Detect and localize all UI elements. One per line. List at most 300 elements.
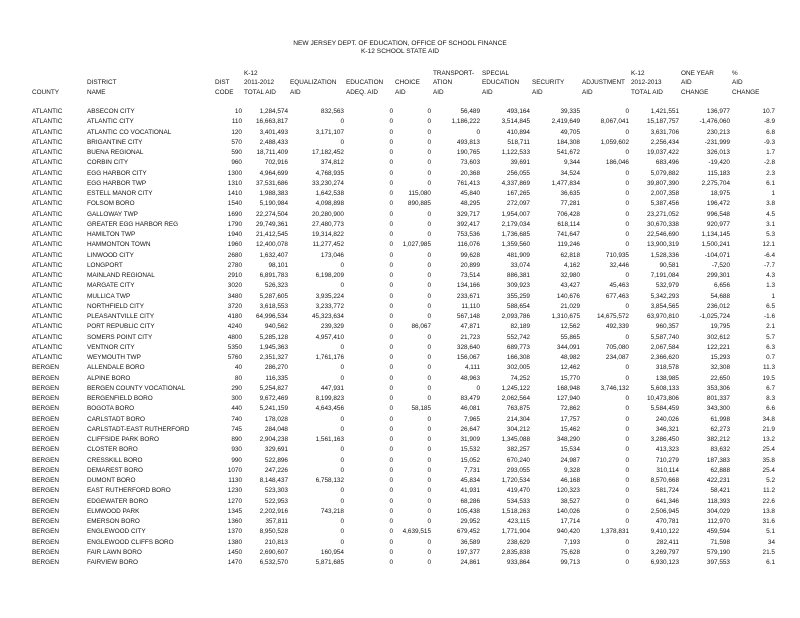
table-row [32,240,777,250]
security-aid-cell: 348,290 [556,436,580,444]
special-education-aid-cell: 493,164 [506,108,530,116]
education-adequacy-aid-cell: 0 [389,190,393,198]
transportation-aid-cell: 15,532 [460,446,480,454]
total-aid-2011-2012-cell: 5,287,605 [259,292,288,300]
equalization-aid-cell: 743,218 [320,507,344,515]
security-aid-cell: 120,323 [556,487,580,495]
choice-aid-cell: 0 [427,272,431,280]
district-name-cell: EDGEWATER BORO [87,497,149,505]
education-adequacy-aid-cell: 0 [389,149,393,157]
dist-code-cell: 440 [231,405,242,413]
table-row [32,476,777,486]
pct-aid-change-cell: 3.8 [766,200,775,208]
header-cell: ADEQ. AID [346,88,378,96]
choice-aid-cell: 0 [427,313,431,321]
one-year-aid-change-cell: 112,970 [707,518,730,526]
header-cell [290,69,346,78]
adjustment-aid-cell: 14,675,572 [597,313,629,321]
total-aid-2011-2012-cell: 1,284,574 [259,108,288,116]
table-row [32,374,777,384]
adjustment-aid-cell: 1,059,602 [600,138,629,146]
district-name-cell: FAIRVIEW BORO [87,559,139,567]
total-aid-2011-2012-cell: 16,663,817 [256,118,288,126]
equalization-aid-cell: 20,280,900 [312,210,344,218]
county-cell: ATLANTIC [32,313,63,321]
dist-code-cell: 1070 [227,466,242,474]
total-aid-2012-2013-cell: 470,781 [655,518,679,526]
adjustment-aid-cell: 32,446 [609,261,629,269]
table-row [32,435,777,445]
table-row [32,322,777,332]
dist-code-cell: 40 [234,364,242,372]
one-year-aid-change-cell: -7,520 [711,261,730,269]
total-aid-2012-2013-cell: 683,496 [655,159,679,167]
dist-code-cell: 1380 [227,538,242,546]
transportation-aid-cell: 7,965 [464,415,480,423]
equalization-aid-cell: 4,957,410 [315,333,344,341]
total-aid-2011-2012-cell: 5,241,159 [259,405,288,413]
transportation-aid-cell: 48,295 [460,200,480,208]
adjustment-aid-cell: 0 [625,108,629,116]
header-cell: AID [582,88,593,96]
county-cell: ATLANTIC [32,333,63,341]
transportation-aid-cell: 1,186,222 [451,118,480,126]
one-year-aid-change-cell: 236,012 [706,302,730,310]
choice-aid-cell: 4,639,515 [402,528,431,536]
dist-code-cell: 1345 [227,507,242,515]
one-year-aid-change-cell: -1,025,724 [699,313,730,321]
county-cell: ATLANTIC [32,241,63,249]
equalization-aid-cell: 0 [340,118,344,126]
dist-code-cell: 1310 [227,179,242,187]
county-cell: BERGEN [32,518,59,526]
one-year-aid-change-cell: -1,476,060 [699,118,730,126]
transportation-aid-cell: 68,286 [460,497,480,505]
dist-code-cell: 745 [231,425,242,433]
district-name-cell: EGG HARBOR CITY [87,169,147,177]
total-aid-2012-2013-cell: 3,269,797 [650,548,679,556]
security-aid-cell: 36,635 [560,190,580,198]
choice-aid-cell: 115,080 [408,190,431,198]
table-row [32,312,777,322]
education-adequacy-aid-cell: 0 [389,272,393,280]
one-year-aid-change-cell: 299,301 [706,272,730,280]
table-row [32,117,777,127]
table-row [32,292,777,302]
one-year-aid-change-cell: 83,632 [710,446,730,454]
header-row-3 [32,88,777,97]
dist-code-cell: 4180 [227,313,242,321]
district-name-cell: ALPINE BORO [87,374,131,382]
total-aid-2011-2012-cell: 9,672,469 [259,395,288,403]
equalization-aid-cell: 19,314,822 [312,231,344,239]
education-adequacy-aid-cell: 0 [389,436,393,444]
one-year-aid-change-cell: 343,300 [706,405,730,413]
adjustment-aid-cell: 0 [625,190,629,198]
special-education-aid-cell: 552,742 [506,333,530,341]
choice-aid-cell: 0 [427,425,431,433]
transportation-aid-cell: 48,963 [460,374,480,382]
total-aid-2012-2013-cell: 3,854,565 [650,302,679,310]
equalization-aid-cell: 4,098,898 [315,200,344,208]
transportation-aid-cell: 105,438 [456,507,480,515]
education-adequacy-aid-cell: 0 [389,323,393,331]
county-cell: ATLANTIC [32,118,63,126]
special-education-aid-cell: 309,923 [506,282,530,290]
dist-code-cell: 1960 [227,241,242,249]
dist-code-cell: 1940 [227,231,242,239]
security-aid-cell: 4,162 [564,261,580,269]
header-cell: ATION [433,79,453,87]
pct-aid-change-cell: 13.2 [762,436,775,444]
header-cell: K-12 [244,70,258,77]
pct-aid-change-cell: 19.5 [762,374,775,382]
transportation-aid-cell: 0 [476,384,480,392]
district-name-cell: CARLSTADT-EAST RUTHERFORD [87,425,190,433]
special-education-aid-cell: 302,005 [506,364,530,372]
education-adequacy-aid-cell: 0 [389,169,393,177]
total-aid-2011-2012-cell: 940,562 [264,323,288,331]
header-cell: AID [395,88,406,96]
total-aid-2012-2013-cell: 2,256,434 [650,138,679,146]
special-education-aid-cell: 166,308 [506,354,530,362]
county-cell: ATLANTIC [32,138,63,146]
one-year-aid-change-cell: 19,795 [710,323,730,331]
table-row [32,517,777,527]
education-adequacy-aid-cell: 0 [389,384,393,392]
security-aid-cell: 99,713 [560,559,580,567]
education-adequacy-aid-cell: 0 [389,108,393,116]
adjustment-aid-cell: 0 [625,415,629,423]
total-aid-2011-2012-cell: 2,202,916 [259,507,288,515]
district-name-cell: CORBIN CITY [87,159,129,167]
pct-aid-change-cell: 1 [771,190,775,198]
security-aid-cell: 12,562 [560,323,580,331]
choice-aid-cell: 86,067 [411,323,431,331]
dist-code-cell: 990 [231,456,242,464]
adjustment-aid-cell: 0 [625,220,629,228]
one-year-aid-change-cell: 353,306 [706,384,730,392]
total-aid-2011-2012-cell: 522,896 [264,456,288,464]
adjustment-aid-cell: 0 [625,128,629,136]
security-aid-cell: 39,335 [560,108,580,116]
county-cell: ATLANTIC [32,149,63,157]
one-year-aid-change-cell: 996,548 [706,210,730,218]
total-aid-2012-2013-cell: 2,506,945 [650,507,679,515]
pct-aid-change-cell: 34 [767,538,775,546]
header-cell: SECURITY [532,79,565,87]
equalization-aid-cell: 0 [340,364,344,372]
header-cell: ADJUSTMENT [582,79,625,87]
education-adequacy-aid-cell: 0 [389,128,393,136]
total-aid-2011-2012-cell: 2,690,607 [259,548,288,556]
dist-code-cell: 10 [234,108,242,116]
table-row [32,251,777,261]
header-cell: CODE [215,88,234,96]
education-adequacy-aid-cell: 0 [389,559,393,567]
county-cell: ATLANTIC [32,282,63,290]
pct-aid-change-cell: 6.8 [766,128,775,136]
transportation-aid-cell: 190,765 [456,149,480,157]
header-cell [582,69,631,78]
special-education-aid-cell: 2,062,564 [501,395,530,403]
security-aid-cell: 140,026 [556,507,580,515]
equalization-aid-cell: 0 [340,538,344,546]
transportation-aid-cell: 56,489 [460,108,480,116]
total-aid-2012-2013-cell: 532,979 [655,282,679,290]
equalization-aid-cell: 3,935,224 [315,292,344,300]
total-aid-2012-2013-cell: 138,985 [655,374,679,382]
special-education-aid-cell: 382,257 [506,446,530,454]
total-aid-2012-2013-cell: 1,528,336 [650,251,679,259]
special-education-aid-cell: 1,122,533 [501,149,530,157]
pct-aid-change-cell: 6.7 [766,384,775,392]
table-row [32,486,777,496]
pct-aid-change-cell: 4.3 [766,272,775,280]
adjustment-aid-cell: 3,746,132 [600,384,629,392]
pct-aid-change-cell: 5.3 [766,231,775,239]
total-aid-2012-2013-cell: 5,587,740 [650,333,679,341]
education-adequacy-aid-cell: 0 [389,200,393,208]
table-row [32,271,777,281]
total-aid-2011-2012-cell: 523,303 [264,487,288,495]
adjustment-aid-cell: 0 [625,507,629,515]
one-year-aid-change-cell: 122,221 [706,343,730,351]
dist-code-cell: 1540 [227,200,242,208]
choice-aid-cell: 0 [427,261,431,269]
transportation-aid-cell: 36,589 [460,538,480,546]
adjustment-aid-cell: 0 [625,456,629,464]
choice-aid-cell: 0 [427,343,431,351]
adjustment-aid-cell: 0 [625,487,629,495]
adjustment-aid-cell: 0 [625,518,629,526]
header-cell: COUNTY [32,88,59,96]
total-aid-2012-2013-cell: 960,357 [655,323,679,331]
district-name-cell: MULLICA TWP [87,292,131,300]
district-name-cell: LINWOOD CITY [87,251,134,259]
choice-aid-cell: 58,185 [411,405,431,413]
one-year-aid-change-cell: 61,998 [710,415,730,423]
choice-aid-cell: 0 [427,292,431,300]
dist-code-cell: 1790 [227,220,242,228]
special-education-aid-cell: 763,875 [506,405,530,413]
total-aid-2012-2013-cell: 8,570,668 [650,477,679,485]
county-cell: ATLANTIC [32,179,63,187]
security-aid-cell: 119,246 [557,241,580,249]
table-row [32,189,777,199]
security-aid-cell: 706,428 [556,210,580,218]
special-education-aid-cell: 3,514,845 [501,118,530,126]
district-name-cell: LONGPORT [87,261,123,269]
pct-aid-change-cell: 11.3 [763,364,775,372]
header-cell: SPECIAL [482,70,509,77]
choice-aid-cell: 0 [427,220,431,228]
transportation-aid-cell: 0 [476,128,480,136]
total-aid-2011-2012-cell: 3,401,493 [259,128,288,136]
security-aid-cell: 168,948 [556,384,580,392]
education-adequacy-aid-cell: 0 [389,425,393,433]
security-aid-cell: 46,168 [560,477,580,485]
adjustment-aid-cell: 0 [625,149,629,157]
total-aid-2012-2013-cell: 22,546,690 [647,231,679,239]
special-education-aid-cell: 4,337,869 [501,179,530,187]
transportation-aid-cell: 99,628 [460,251,480,259]
one-year-aid-change-cell: 2,275,704 [701,179,730,187]
total-aid-2012-2013-cell: 90,581 [659,261,679,269]
special-education-aid-cell: 1,736,685 [501,231,530,239]
pct-aid-change-cell: 5.2 [766,477,775,485]
security-aid-cell: 15,534 [560,446,580,454]
equalization-aid-cell: 1,642,538 [315,190,344,198]
adjustment-aid-cell: 0 [625,231,629,239]
education-adequacy-aid-cell: 0 [389,333,393,341]
header-row-1 [32,69,777,78]
security-aid-cell: 9,328 [564,466,580,474]
dist-code-cell: 1360 [227,518,242,526]
header-cell [215,69,244,78]
equalization-aid-cell: 0 [340,425,344,433]
adjustment-aid-cell: 492,339 [605,323,629,331]
equalization-aid-cell: 160,954 [320,548,344,556]
special-education-aid-cell: 238,629 [506,538,530,546]
education-adequacy-aid-cell: 0 [389,497,393,505]
special-education-aid-cell: 410,894 [506,128,530,136]
header-cell: TOTAL AID [244,88,276,96]
dist-code-cell: 1130 [228,477,242,485]
table-row [32,179,777,189]
district-name-cell: ATLANTIC CITY [87,118,134,126]
total-aid-2011-2012-cell: 284,048 [264,425,288,433]
choice-aid-cell: 0 [427,231,431,239]
special-education-aid-cell: 933,864 [506,559,530,567]
county-cell: BERGEN [32,364,59,372]
adjustment-aid-cell: 8,067,041 [600,118,629,126]
transportation-aid-cell: 197,377 [456,548,480,556]
equalization-aid-cell: 1,561,163 [315,436,344,444]
county-cell: BERGEN [32,436,59,444]
one-year-aid-change-cell: 115,183 [707,169,730,177]
transportation-aid-cell: 20,899 [460,261,480,269]
one-year-aid-change-cell: 382,212 [706,436,730,444]
pct-aid-change-cell: 13.8 [762,507,775,515]
pct-aid-change-cell: 25.4 [762,466,775,474]
total-aid-2011-2012-cell: 4,964,699 [259,169,288,177]
special-education-aid-cell: 518,711 [507,138,530,146]
education-adequacy-aid-cell: 0 [389,456,393,464]
dist-code-cell: 290 [231,384,242,392]
table-header [32,69,777,97]
education-adequacy-aid-cell: 0 [389,487,393,495]
total-aid-2011-2012-cell: 526,323 [264,282,288,290]
district-name-cell: CLOSTER BORO [87,446,138,454]
education-adequacy-aid-cell: 0 [389,415,393,423]
total-aid-2011-2012-cell: 98,101 [268,261,288,269]
pct-aid-change-cell: 21.9 [762,425,775,433]
education-adequacy-aid-cell: 0 [389,251,393,259]
special-education-aid-cell: 33,074 [510,261,530,269]
education-adequacy-aid-cell: 0 [389,364,393,372]
dist-code-cell: 2680 [227,251,242,259]
education-adequacy-aid-cell: 0 [389,477,393,485]
total-aid-2012-2013-cell: 1,421,551 [650,108,679,116]
pct-aid-change-cell: 6.6 [766,405,775,413]
adjustment-aid-cell: 710,935 [605,251,629,259]
total-aid-2011-2012-cell: 357,811 [265,518,288,526]
one-year-aid-change-cell: 58,421 [710,487,730,495]
county-cell: ATLANTIC [32,354,63,362]
security-aid-cell: 940,420 [556,528,580,536]
choice-aid-cell: 0 [427,118,431,126]
header-cell: CHOICE [395,79,420,87]
special-education-aid-cell: 1,771,904 [501,528,530,536]
choice-aid-cell: 0 [427,210,431,218]
special-education-aid-cell: 481,909 [506,251,530,259]
district-name-cell: CRESSKILL BORO [87,456,143,464]
pct-aid-change-cell: -7.7 [763,261,775,269]
adjustment-aid-cell: 234,087 [605,354,629,362]
district-name-cell: CLIFFSIDE PARK BORO [87,436,159,444]
district-name-cell: EGG HARBOR TWP [87,179,147,187]
total-aid-2012-2013-cell: 13,900,319 [647,241,679,249]
adjustment-aid-cell: 0 [625,425,629,433]
county-cell: BERGEN [32,405,59,413]
education-adequacy-aid-cell: 0 [389,302,393,310]
table-row [32,281,777,291]
security-aid-cell: 17,714 [560,518,580,526]
adjustment-aid-cell: 0 [625,169,629,177]
one-year-aid-change-cell: -19,420 [708,159,730,167]
adjustment-aid-cell: 0 [625,466,629,474]
pct-aid-change-cell: -6.4 [763,251,775,259]
equalization-aid-cell: 0 [340,518,344,526]
equalization-aid-cell: 33,230,274 [312,179,344,187]
district-name-cell: NORTHFIELD CITY [87,302,145,310]
choice-aid-cell: 0 [427,149,431,157]
header-cell: DIST [215,79,230,87]
total-aid-2011-2012-cell: 8,950,528 [259,528,288,536]
transportation-aid-cell: 21,723 [460,333,480,341]
transportation-aid-cell: 493,813 [456,138,480,146]
table-row [32,210,777,220]
choice-aid-cell: 0 [427,487,431,495]
special-education-aid-cell: 1,518,263 [501,507,530,515]
choice-aid-cell: 0 [427,364,431,372]
dist-code-cell: 5350 [227,343,242,351]
table-row [32,507,777,517]
total-aid-2012-2013-cell: 581,724 [655,487,679,495]
one-year-aid-change-cell: 6,656 [714,282,730,290]
district-name-cell: BUENA REGIONAL [87,149,144,157]
dist-code-cell: 4800 [227,333,242,341]
total-aid-2012-2013-cell: 10,473,806 [647,395,679,403]
total-aid-2011-2012-cell: 6,891,783 [259,272,288,280]
district-name-cell: WEYMOUTH TWP [87,354,141,362]
total-aid-2012-2013-cell: 5,342,293 [650,292,679,300]
equalization-aid-cell: 1,761,176 [315,354,344,362]
header-row-2 [32,78,777,87]
security-aid-cell: 55,865 [560,333,580,341]
equalization-aid-cell: 6,198,209 [315,272,344,280]
equalization-aid-cell: 3,171,107 [315,128,344,136]
special-education-aid-cell: 1,359,560 [501,241,530,249]
table-row [32,415,777,425]
dist-code-cell: 1370 [227,528,242,536]
total-aid-2011-2012-cell: 8,148,437 [259,477,288,485]
header-cell: CHANGE [732,88,760,96]
table-row [32,394,777,404]
security-aid-cell: 77,281 [560,200,580,208]
total-aid-2011-2012-cell: 29,749,361 [256,220,288,228]
